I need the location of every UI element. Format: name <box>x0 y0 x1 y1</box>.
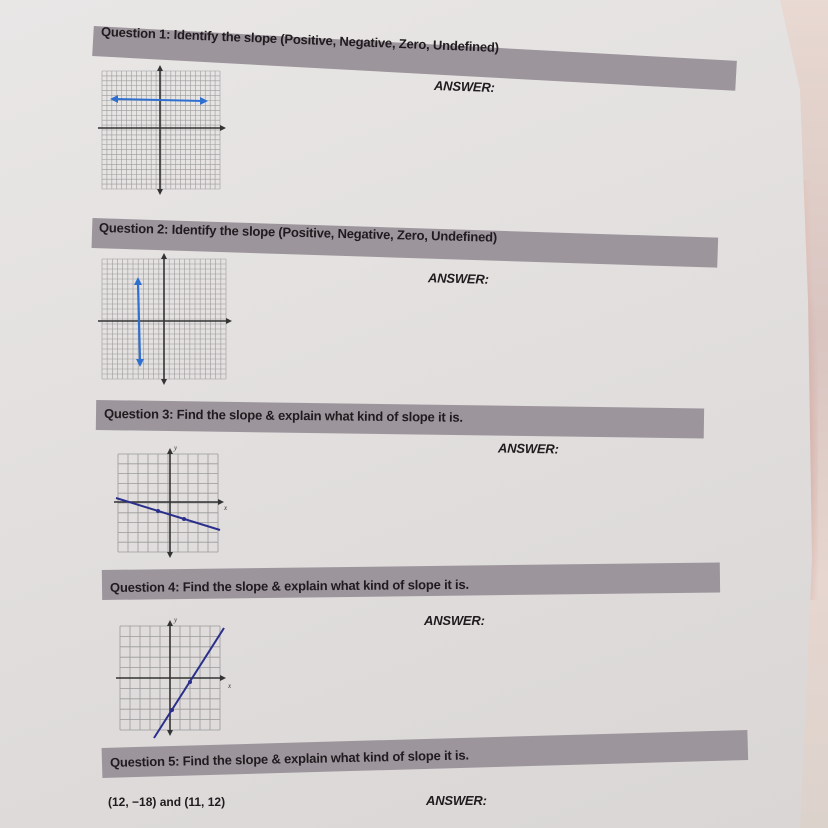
line-arrow-left <box>110 95 118 103</box>
question-1-graph <box>100 67 225 195</box>
question-5-points: (12, −18) and (11, 12) <box>108 795 226 809</box>
line-arrow-right <box>200 97 208 105</box>
x-axis-letter: x <box>224 504 228 512</box>
line-arrow-up <box>134 277 142 285</box>
question-2-text: Question 2: Identify the slope (Positive, Negative, Zero, Undefined) <box>98 220 498 245</box>
line-point <box>170 708 174 712</box>
y-axis-arrow-down <box>161 379 167 385</box>
grid-lines <box>102 71 220 189</box>
y-axis-arrow-down <box>157 189 163 195</box>
question-3-graph <box>112 444 232 558</box>
line-arrow-down <box>136 359 144 367</box>
y-axis-arrow-down <box>167 730 173 736</box>
x-axis-arrow <box>220 675 226 681</box>
line-point <box>156 509 160 513</box>
y-axis-arrow <box>167 620 173 626</box>
question-1-text: Question 1: Identify the slope (Positive, Negative, Zero, Undefined) <box>100 24 500 55</box>
question-4-text: Question 4: Find the slope & explain what kind of slope it is. <box>109 576 469 595</box>
y-axis-letter: y <box>174 616 178 624</box>
x-axis-arrow <box>226 318 232 324</box>
question-2-graph <box>100 255 232 385</box>
question-4-graph <box>112 616 238 740</box>
question-1-answer-label: ANSWER: <box>433 77 495 96</box>
question-3-text: Question 3: Find the slope & explain what kind of slope it is. <box>103 406 463 425</box>
x-axis-letter: x <box>228 682 232 690</box>
question-2-answer-label: ANSWER: <box>427 270 489 287</box>
y-axis-arrow-down <box>167 552 173 558</box>
line-point <box>188 680 192 684</box>
line-point <box>182 517 186 521</box>
question-3-answer-label: ANSWER: <box>497 440 559 457</box>
question-4-answer-label: ANSWER: <box>424 613 485 628</box>
y-axis-arrow <box>167 448 173 454</box>
question-5-text: Question 5: Find the slope & explain what kind of slope it is. <box>109 747 469 770</box>
question-5-answer-label: ANSWER: <box>426 793 487 808</box>
y-axis-letter: y <box>174 444 178 452</box>
